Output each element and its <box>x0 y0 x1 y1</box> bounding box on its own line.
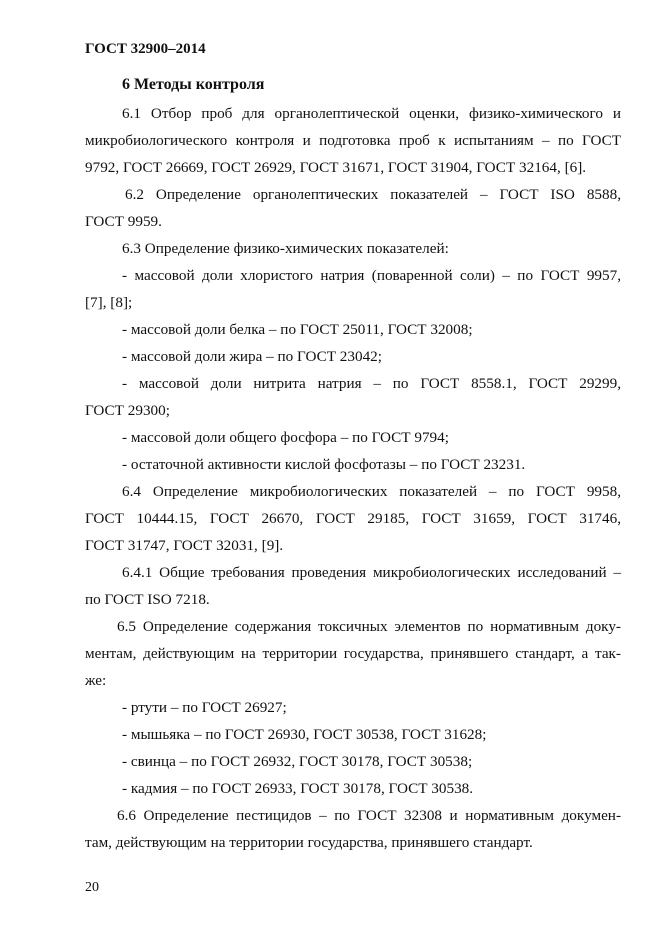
text-line: ГОСТ 31747, ГОСТ 32031, [9]. <box>85 537 284 554</box>
text-line: - остаточной активности кислой фосфотазы – по ГОСТ 23231. <box>122 456 526 473</box>
text-line: - массовой доли общего фосфора – по ГОСТ 9794; <box>122 429 449 446</box>
text-line: - свинца – по ГОСТ 26932, ГОСТ 30178, ГОСТ 30538; <box>122 753 473 770</box>
text-line: 6.5 Определение содержания токсичных элементов по нормативным доку- <box>117 618 621 635</box>
text-line: - массовой доли жира – по ГОСТ 23042; <box>122 348 382 365</box>
text-line: - ртути – по ГОСТ 26927; <box>122 699 287 716</box>
text-line: - массовой доли нитрита натрия – по ГОСТ 8558.1, ГОСТ 29299, <box>122 375 621 392</box>
text-line: же: <box>85 672 107 689</box>
text-line: микробиологического контроля и подготовка проб к испытаниям – по ГОСТ <box>85 132 621 149</box>
text-line: ментам, действующим на территории государства, принявшего стандарт, а так- <box>85 645 621 662</box>
text-line: ГОСТ 29300; <box>85 402 170 419</box>
section-title: 6 Методы контроля <box>122 76 265 93</box>
text-line: - кадмия – по ГОСТ 26933, ГОСТ 30178, ГОСТ 30538. <box>122 780 474 797</box>
page-number: 20 <box>85 880 99 895</box>
document-header: ГОСТ 32900–2014 <box>85 41 206 57</box>
text-line: 6.4 Определение микробиологических показателей – по ГОСТ 9958, <box>122 483 621 500</box>
text-line: 6.1 Отбор проб для органолептической оценки, физико-химического и <box>122 105 621 122</box>
text-line: ГОСТ 10444.15, ГОСТ 26670, ГОСТ 29185, ГОСТ 31659, ГОСТ 31746, <box>85 510 621 527</box>
text-line: 6.3 Определение физико-химических показателей: <box>122 240 449 257</box>
text-line: ГОСТ 9959. <box>85 213 162 230</box>
text-line: - мышьяка – по ГОСТ 26930, ГОСТ 30538, ГОСТ 31628; <box>122 726 487 743</box>
text-line: 6.4.1 Общие требования проведения микробиологических исследований – <box>122 564 621 581</box>
text-line: [7], [8]; <box>85 294 133 311</box>
text-line: - массовой доли хлористого натрия (поваренной соли) – по ГОСТ 9957, <box>122 267 621 284</box>
text-line: 6.6 Определение пестицидов – по ГОСТ 32308 и нормативным докумен- <box>117 807 621 824</box>
text-line: 9792, ГОСТ 26669, ГОСТ 26929, ГОСТ 31671, ГОСТ 31904, ГОСТ 32164, [6]. <box>85 159 587 176</box>
text-line: там, действующим на территории государства, принявшего стандарт. <box>85 834 533 851</box>
text-line: 6.2 Определение органолептических показателей – ГОСТ ISO 8588, <box>125 186 621 203</box>
text-line: по ГОСТ ISO 7218. <box>85 591 210 608</box>
text-line: - массовой доли белка – по ГОСТ 25011, ГОСТ 32008; <box>122 321 473 338</box>
